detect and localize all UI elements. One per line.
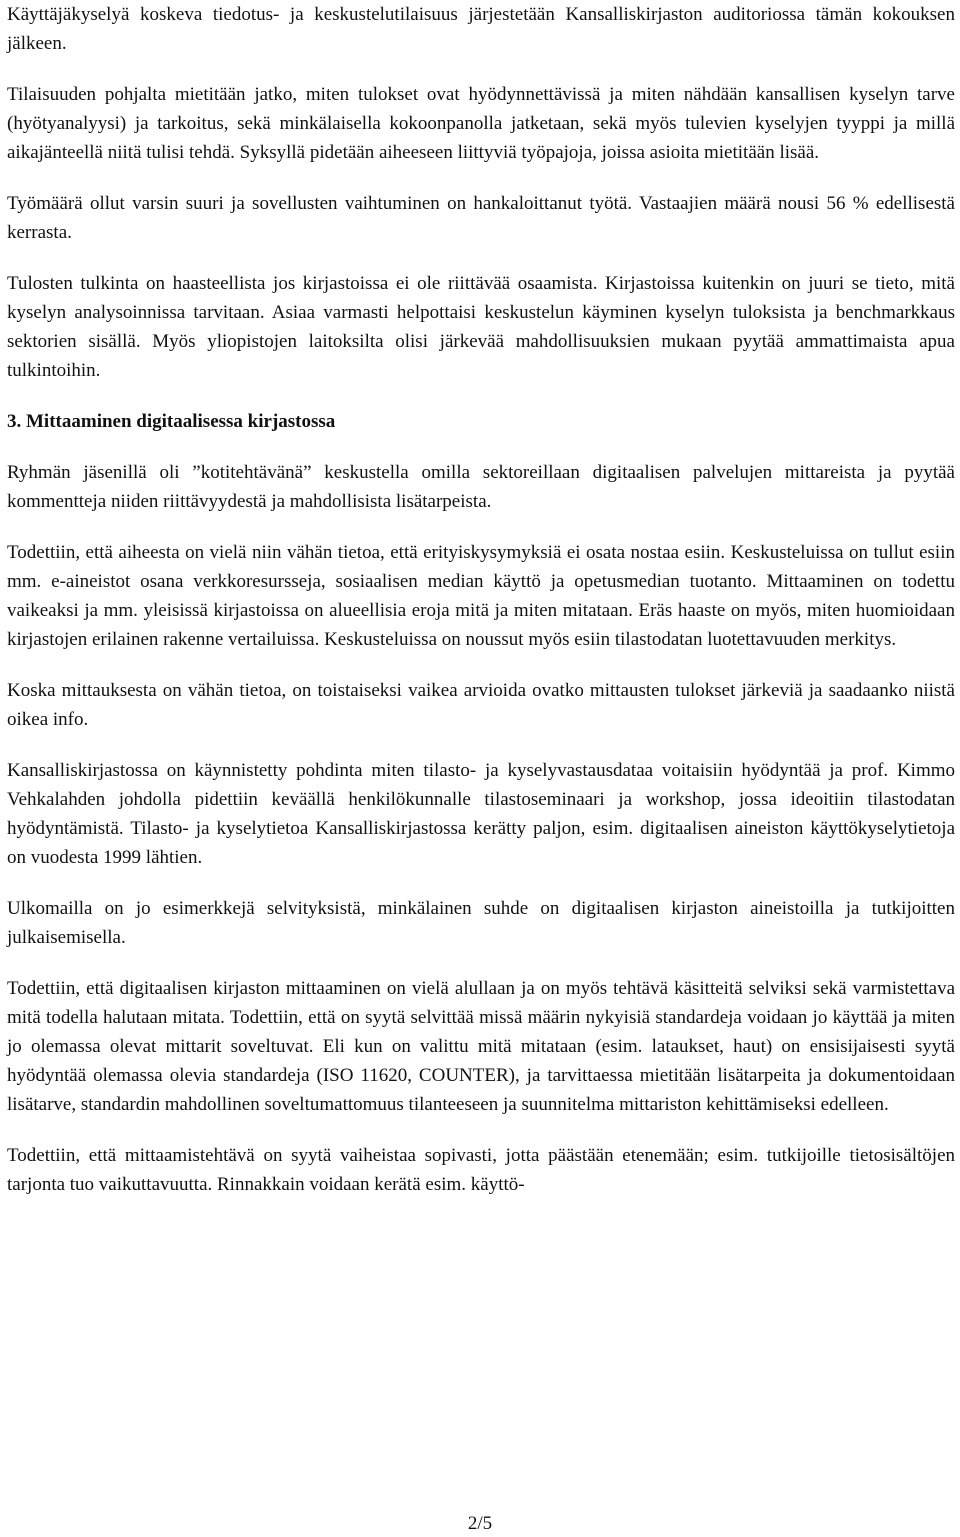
- paragraph-continuation: Tilaisuuden pohjalta mietitään jatko, miten tulokset ovat hyödynnettävissä ja miten nähdään kansallisen kyselyn tarve (hyötyanalyysi) ja tarkoitus, sekä minkälaisella kokoonpanolla jatketaan, sekä myös tulevien kyselyjen tyyppi ja millä aikajänteellä niitä tulisi tehdä. Syksyllä pidetään aiheeseen liittyviä työpajoja, joissa asioita mietitään lisää.: [7, 84, 955, 163]
- paragraph-phasing: Todettiin, että mittaamistehtävä on syytä vaiheistaa sopivasti, jotta päästään etenemään; esim. tutkijoille tietosisältöjen tarjonta tuo vaikuttavuutta. Rinnakkain voidaan kerätä esim. käyttö-: [7, 1145, 955, 1195]
- paragraph-intro: Käyttäjäkyselyä koskeva tiedotus- ja keskustelutilaisuus järjestetään Kansalliskirjaston auditoriossa tämän kokouksen jälkeen.: [7, 4, 955, 54]
- paragraph-abroad: Ulkomailla on jo esimerkkejä selvityksistä, minkälainen suhde on digitaalisen kirjaston aineistoilla ja tutkijoitten julkaisemisella.: [7, 898, 955, 948]
- paragraph-little-info: Todettiin, että aiheesta on vielä niin vähän tietoa, että erityiskysymyksiä ei osata nostaa esiin. Keskusteluissa on tullut esiin mm. e-aineistot osana verkkoresursseja, sosiaalisen median käyttö ja opetusmedian tuotanto. Mittaaminen on todettu vaikeaksi ja mm. yleisissä kirjastoissa on alueellisia eroja mitä ja miten mitataan. Eräs haaste on myös, miten huomioidaan kirjastojen erilainen rakenne vertailuissa. Keskusteluissa on noussut myös esiin tilastodatan luotettavuuden merkitys.: [7, 542, 955, 650]
- paragraph-national-library: Kansalliskirjastossa on käynnistetty pohdinta miten tilasto- ja kyselyvastausdataa voitaisiin hyödyntää ja prof. Kimmo Vehkalahden johdolla pidettiin keväällä henkilökunnalle tilastoseminaari ja workshop, jossa ideoitiin tilastodatan hyödyntämistä. Tilasto- ja kyselytietoa Kansalliskirjastossa kerätty paljon, esim. digitaalisen aineiston käyttökyselytietoja on vuodesta 1999 lähtien.: [7, 760, 955, 868]
- paragraph-standards: Todettiin, että digitaalisen kirjaston mittaaminen on vielä alullaan ja on myös tehtävä käsitteitä selviksi sekä varmistettava mitä todella halutaan mitata. Todettiin, että on syytä selvittää missä määrin nykyisiä standardeja voidaan jo käyttää ja miten jo olemassa olevat mittarit soveltuvat. Eli kun on valittu mitä mitataan (esim. lataukset, haut) on ensisijaisesti syytä hyödyntää olemassa olevia standardeja (ISO 11620, COUNTER), ja tarvittaessa mietitään lisätarpeita ja dokumentoidaan lisätarve, standardin mahdollinen soveltumattomuus tilanteeseen ja suunnitelma mittariston kehittämiseksi edelleen.: [7, 978, 955, 1115]
- paragraph-homework: Ryhmän jäsenillä oli ”kotitehtävänä” keskustella omilla sektoreillaan digitaalisen palvelujen mittareista ja pyytää kommentteja niiden riittävyydestä ja mahdollisista lisätarpeista.: [7, 462, 955, 512]
- page-number: 2/5: [467, 1513, 493, 1534]
- paragraph-workload: Työmäärä ollut varsin suuri ja sovellusten vaihtuminen on hankaloittanut työtä. Vastaajien määrä nousi 56 % edellisestä kerrasta.: [7, 193, 955, 243]
- paragraph-interpretation: Tulosten tulkinta on haasteellista jos kirjastoissa ei ole riittävää osaamista. Kirjastoissa kuitenkin on juuri se tieto, mitä kyselyn analysoinnissa tarvitaan. Asiaa varmasti helpottaisi keskustelun käyminen kyselyn tuloksista ja benchmarkkaus sektorien sisällä. Myös yliopistojen laitoksilta olisi järkevää mahdollisuuksien mukaan pyytää ammattimaista apua tulkintoihin.: [7, 273, 955, 381]
- document-page: [7, 0, 955, 1221]
- paragraph-measurement-results: Koska mittauksesta on vähän tietoa, on toistaiseksi vaikea arvioida ovatko mittausten tulokset järkeviä ja saadaanko niistä oikea info.: [7, 680, 955, 730]
- section-heading: 3. Mittaaminen digitaalisessa kirjastossa: [7, 411, 336, 432]
